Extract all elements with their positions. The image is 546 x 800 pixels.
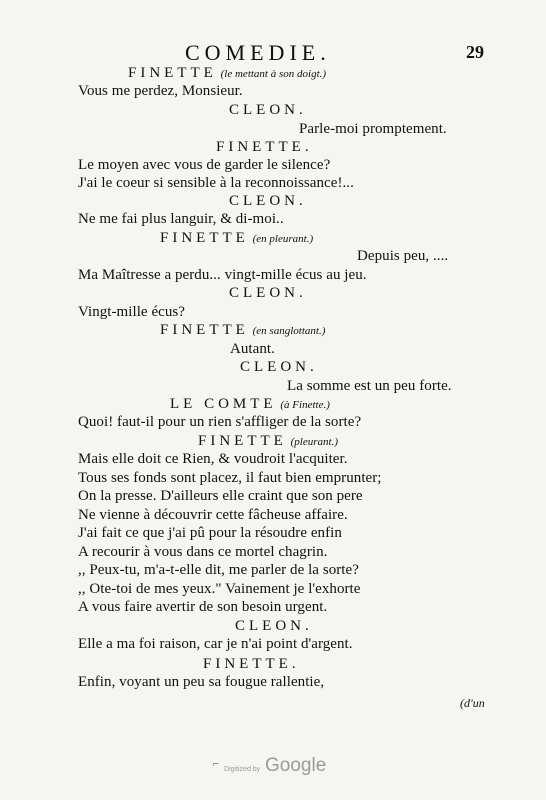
speaker-line	[170, 395, 330, 414]
verse-line: Parle-moi promptement.	[299, 121, 447, 137]
speaker-line	[160, 321, 325, 340]
speaker-line: CLEON.	[229, 285, 307, 301]
stage-direction: (en pleurant.)	[252, 233, 314, 245]
verse-line: Quoi! faut-il pour un rien s'affliger de la sorte?	[78, 414, 362, 430]
speaker-line	[160, 229, 313, 248]
speaker-line	[128, 64, 326, 83]
verse-line: Vous me perdez, Monsieur.	[78, 83, 243, 99]
speaker-name: FINETTE	[160, 230, 249, 246]
speaker-name: LE COMTE	[170, 396, 277, 412]
speaker-name: FINETTE	[160, 322, 249, 338]
watermark-brand: Google	[265, 755, 327, 776]
speaker-line: CLEON.	[229, 102, 307, 118]
verse-line: Ne vienne à découvrir cette fâcheuse affaire.	[78, 507, 348, 523]
speaker-name: FINETTE	[198, 433, 287, 449]
page-title: COMEDIE.	[185, 40, 331, 65]
speaker-name: FINETTE	[128, 65, 217, 81]
verse-line: Vingt-mille écus?	[78, 304, 185, 320]
verse-line: J'ai le coeur si sensible à la reconnoissance!...	[78, 175, 354, 191]
verse-line: Depuis peu, ....	[357, 248, 449, 264]
stage-direction: (le mettant à son doigt.)	[220, 68, 327, 80]
verse-line: ,, Ote-toi de mes yeux." Vainement je l'exhorte	[78, 581, 361, 597]
speaker-line: CLEON.	[235, 618, 313, 634]
verse-line: Tous ses fonds sont placez, il faut bien emprunter;	[78, 470, 382, 486]
scan-mark-icon: ⌐	[212, 760, 220, 770]
digitized-watermark	[210, 755, 340, 785]
stage-direction: (en sanglottant.)	[252, 325, 326, 337]
verse-line: Le moyen avec vous de garder le silence?	[78, 157, 331, 173]
verse-line: J'ai fait ce que j'ai pû pour la résoudre enfin	[78, 525, 342, 541]
verse-line: Mais elle doit ce Rien, & voudroit l'acquiter.	[78, 451, 348, 467]
verse-line: On la presse. D'ailleurs elle craint que son pere	[78, 488, 363, 504]
verse-line: Autant.	[230, 341, 275, 357]
verse-line: Enfin, voyant un peu sa fougue rallentie,	[78, 674, 325, 690]
speaker-line: CLEON.	[240, 359, 318, 375]
page-number: 29	[466, 42, 484, 62]
verse-line: A recourir à vous dans ce mortel chagrin.	[78, 544, 328, 560]
speaker-line: FINETTE.	[216, 139, 313, 155]
verse-line: Ne me fai plus languir, & di-moi..	[78, 211, 284, 227]
verse-line: A vous faire avertir de son besoin urgent.	[78, 599, 328, 615]
catchword: (d'un	[460, 696, 485, 710]
speaker-line: FINETTE.	[203, 656, 300, 672]
verse-line: ,, Peux-tu, m'a-t-elle dit, me parler de la sorte?	[78, 562, 359, 578]
verse-line: Elle a ma foi raison, car je n'ai point d'argent.	[78, 636, 353, 652]
verse-line: Ma Maîtresse a perdu... vingt-mille écus au jeu.	[78, 267, 367, 283]
stage-direction: (à Finette.)	[280, 399, 330, 411]
stage-direction: (pleurant.)	[290, 436, 338, 448]
verse-line: La somme est un peu forte.	[287, 378, 452, 394]
watermark-small-text: Digitized by	[224, 766, 261, 773]
speaker-line: CLEON.	[229, 193, 307, 209]
speaker-line	[198, 432, 338, 451]
